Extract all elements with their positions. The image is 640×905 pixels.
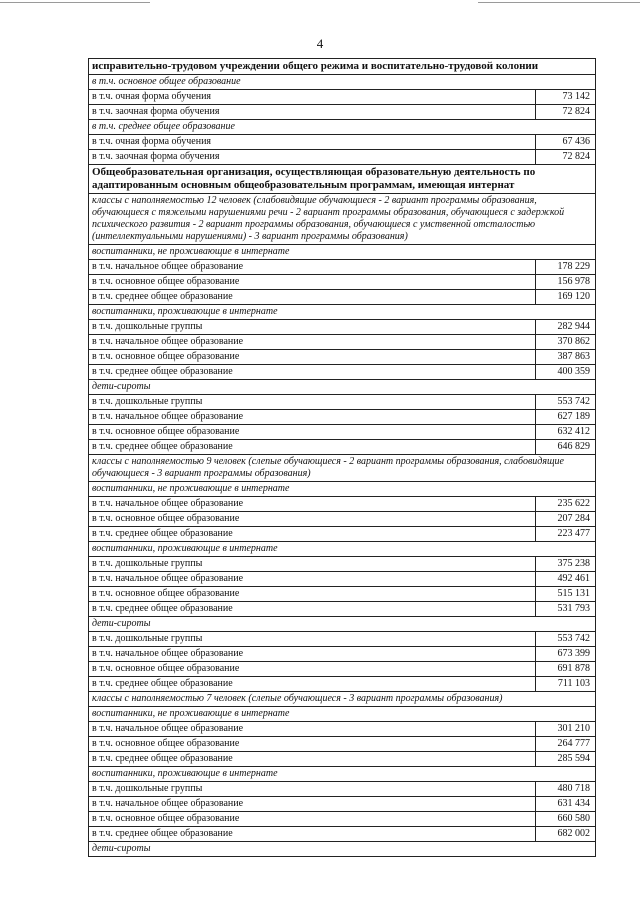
table-row — [89, 572, 596, 587]
table-row — [89, 90, 596, 105]
row-value: 480 718 — [536, 782, 596, 797]
table-row — [89, 752, 596, 767]
tariff-table — [88, 58, 596, 857]
table-row — [89, 647, 596, 662]
row-value: 711 103 — [536, 677, 596, 692]
table-row — [89, 512, 596, 527]
tariff-table-body — [89, 59, 596, 857]
row-value: 235 622 — [536, 497, 596, 512]
row-label: в т.ч. среднее общее образование — [89, 827, 536, 842]
row-label: в т.ч. начальное общее образование — [89, 722, 536, 737]
row-label: в т.ч. начальное общее образование — [89, 797, 536, 812]
row-label: в т.ч. среднее общее образование — [89, 290, 536, 305]
table-row — [89, 260, 596, 275]
row-value: 67 436 — [536, 135, 596, 150]
subsection-row — [89, 767, 596, 782]
table-row — [89, 410, 596, 425]
row-value: 631 434 — [536, 797, 596, 812]
row-label: в т.ч. среднее общее образование — [89, 752, 536, 767]
table-row — [89, 105, 596, 120]
subsection-row — [89, 380, 596, 395]
table-row — [89, 737, 596, 752]
row-value: 632 412 — [536, 425, 596, 440]
table-row — [89, 812, 596, 827]
row-label: в т.ч. основное общее образование — [89, 350, 536, 365]
subsection-row — [89, 194, 596, 245]
subsection-row — [89, 120, 596, 135]
table-row — [89, 425, 596, 440]
row-label: в т.ч. основное общее образование — [89, 737, 536, 752]
subsection-row — [89, 692, 596, 707]
row-label: в т.ч. начальное общее образование — [89, 647, 536, 662]
subsection-row — [89, 75, 596, 90]
row-label: в т.ч. дошкольные группы — [89, 320, 536, 335]
row-label: в т.ч. среднее общее образование — [89, 677, 536, 692]
page-number: 4 — [316, 36, 324, 51]
row-label: в т.ч. очная форма обучения — [89, 135, 536, 150]
subsection-label: классы с наполняемостью 9 человек (слепые обучающиеся - 2 вариант программы образования, слабовидящие обучающиеся - 3 вариант программы образования) — [89, 455, 596, 482]
table-row — [89, 320, 596, 335]
row-value: 178 229 — [536, 260, 596, 275]
row-value: 301 210 — [536, 722, 596, 737]
table-row — [89, 335, 596, 350]
subsection-label: воспитанники, проживающие в интернате — [89, 767, 596, 782]
subsection-row — [89, 455, 596, 482]
row-value: 169 120 — [536, 290, 596, 305]
row-value: 531 793 — [536, 602, 596, 617]
row-value: 553 742 — [536, 395, 596, 410]
row-label: в т.ч. дошкольные группы — [89, 632, 536, 647]
subsection-row — [89, 617, 596, 632]
row-label: в т.ч. основное общее образование — [89, 662, 536, 677]
section-heading: исправительно-трудовом учреждении общего режима и воспитательно-трудовой колонии — [89, 59, 596, 75]
table-row — [89, 497, 596, 512]
row-label: в т.ч. очная форма обучения — [89, 90, 536, 105]
row-label: в т.ч. дошкольные группы — [89, 782, 536, 797]
row-label: в т.ч. заочная форма обучения — [89, 150, 536, 165]
table-row — [89, 150, 596, 165]
row-label: в т.ч. среднее общее образование — [89, 527, 536, 542]
table-row — [89, 677, 596, 692]
table-row — [89, 662, 596, 677]
row-label: в т.ч. среднее общее образование — [89, 440, 536, 455]
row-label: в т.ч. дошкольные группы — [89, 557, 536, 572]
row-value: 375 238 — [536, 557, 596, 572]
subsection-label: в т.ч. среднее общее образование — [89, 120, 596, 135]
row-value: 156 978 — [536, 275, 596, 290]
row-value: 72 824 — [536, 150, 596, 165]
table-row — [89, 722, 596, 737]
subsection-row — [89, 245, 596, 260]
row-value: 370 862 — [536, 335, 596, 350]
table-row — [89, 782, 596, 797]
row-label: в т.ч. основное общее образование — [89, 587, 536, 602]
row-value: 282 944 — [536, 320, 596, 335]
subsection-row — [89, 305, 596, 320]
subsection-label: воспитанники, проживающие в интернате — [89, 305, 596, 320]
row-value: 264 777 — [536, 737, 596, 752]
subsection-label: классы с наполняемостью 7 человек (слепые обучающиеся - 3 вариант программы образования) — [89, 692, 596, 707]
row-value: 207 284 — [536, 512, 596, 527]
row-value: 285 594 — [536, 752, 596, 767]
row-value: 646 829 — [536, 440, 596, 455]
row-value: 492 461 — [536, 572, 596, 587]
row-label: в т.ч. среднее общее образование — [89, 602, 536, 617]
row-value: 387 863 — [536, 350, 596, 365]
row-label: в т.ч. начальное общее образование — [89, 497, 536, 512]
subsection-label: воспитанники, не проживающие в интернате — [89, 707, 596, 722]
top-scan-line-right — [478, 2, 640, 3]
row-label: в т.ч. основное общее образование — [89, 425, 536, 440]
row-value: 72 824 — [536, 105, 596, 120]
table-row — [89, 395, 596, 410]
table-row — [89, 797, 596, 812]
subsection-label: дети-сироты — [89, 617, 596, 632]
subsection-label: воспитанники, не проживающие в интернате — [89, 245, 596, 260]
section-heading-row — [89, 59, 596, 75]
row-value: 515 131 — [536, 587, 596, 602]
table-row — [89, 290, 596, 305]
subsection-label: дети-сироты — [89, 380, 596, 395]
table-row — [89, 632, 596, 647]
subsection-row — [89, 542, 596, 557]
section-heading: Общеобразовательная организация, осуществляющая образовательную деятельность по адаптированным основным общеобразовательным программам, имеющая интернат — [89, 165, 596, 194]
row-value: 400 359 — [536, 365, 596, 380]
row-value: 660 580 — [536, 812, 596, 827]
table-row — [89, 275, 596, 290]
subsection-label: воспитанники, проживающие в интернате — [89, 542, 596, 557]
table-row — [89, 602, 596, 617]
subsection-row — [89, 842, 596, 857]
row-label: в т.ч. основное общее образование — [89, 275, 536, 290]
subsection-label: в т.ч. основное общее образование — [89, 75, 596, 90]
table-row — [89, 527, 596, 542]
row-label: в т.ч. среднее общее образование — [89, 365, 536, 380]
row-label: в т.ч. начальное общее образование — [89, 572, 536, 587]
row-value: 223 477 — [536, 527, 596, 542]
subsection-row — [89, 707, 596, 722]
table-row — [89, 135, 596, 150]
subsection-row — [89, 482, 596, 497]
row-value: 553 742 — [536, 632, 596, 647]
row-value: 73 142 — [536, 90, 596, 105]
row-label: в т.ч. начальное общее образование — [89, 335, 536, 350]
row-label: в т.ч. заочная форма обучения — [89, 105, 536, 120]
row-label: в т.ч. начальное общее образование — [89, 410, 536, 425]
table-row — [89, 587, 596, 602]
row-value: 673 399 — [536, 647, 596, 662]
subsection-label: классы с наполняемостью 12 человек (слабовидящие обучающиеся - 2 вариант программы образования, обучающиеся с тяжелыми нарушениями речи - 2 вариант программы образования, обучающиеся с задержкой психического развития - 2 вариант программы образования, обучающиеся с умственной отсталостью (интеллектуальными нарушениями) - 3 вариант программы образования) — [89, 194, 596, 245]
row-label: в т.ч. дошкольные группы — [89, 395, 536, 410]
table-row — [89, 350, 596, 365]
row-value: 682 002 — [536, 827, 596, 842]
row-value: 691 878 — [536, 662, 596, 677]
row-label: в т.ч. основное общее образование — [89, 812, 536, 827]
table-row — [89, 365, 596, 380]
section-heading-row — [89, 165, 596, 194]
row-label: в т.ч. основное общее образование — [89, 512, 536, 527]
subsection-label: дети-сироты — [89, 842, 596, 857]
table-row — [89, 827, 596, 842]
row-value: 627 189 — [536, 410, 596, 425]
row-label: в т.ч. начальное общее образование — [89, 260, 536, 275]
top-scan-line-left — [0, 2, 150, 3]
table-row — [89, 440, 596, 455]
subsection-label: воспитанники, не проживающие в интернате — [89, 482, 596, 497]
table-row — [89, 557, 596, 572]
